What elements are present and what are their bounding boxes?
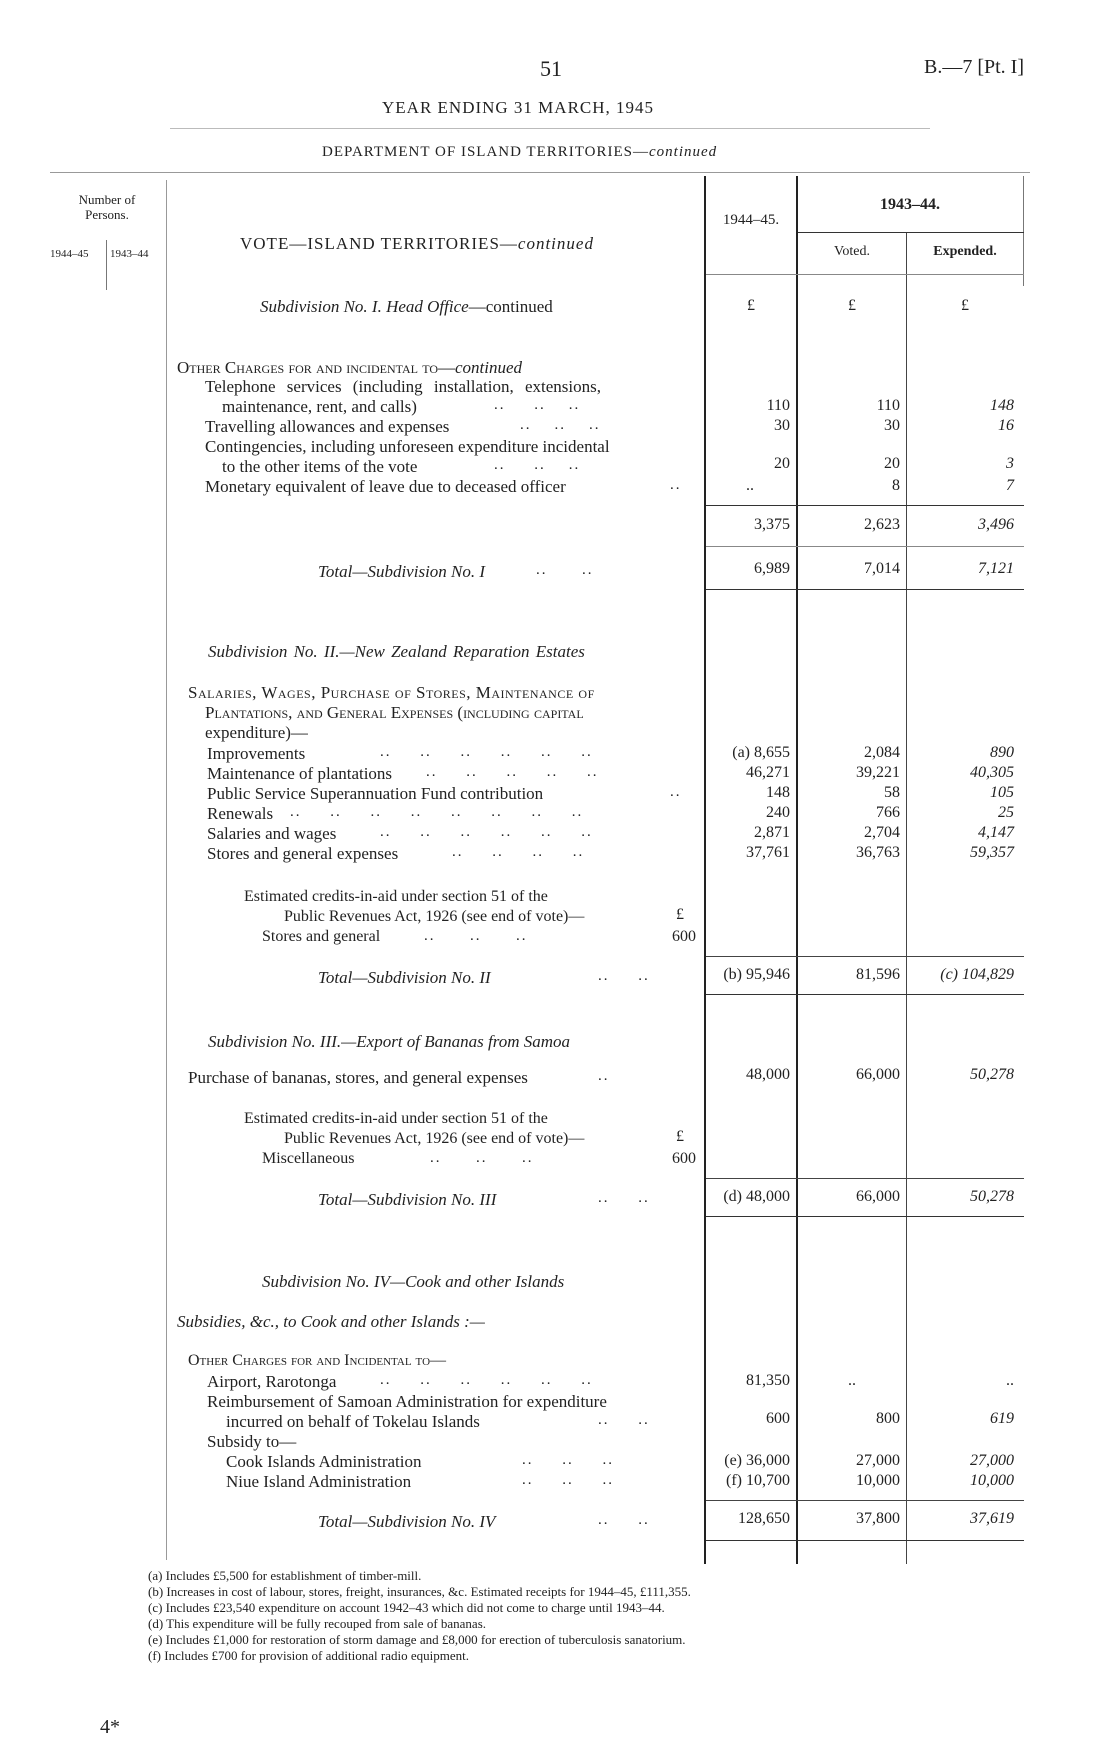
sub2-row-superannuation-expended: 105 [990, 784, 1014, 801]
sub2-intro-line3: expenditure)— [205, 723, 308, 742]
sub2-row-salaries-label: Salaries and wages [207, 824, 337, 843]
sub4-row-niue-expended: 10,000 [970, 1472, 1014, 1489]
sub1-row-contingencies-voted: 20 [884, 455, 900, 472]
sub4-total-voted: 37,800 [856, 1510, 900, 1527]
sub2-credits-pound: £ [676, 906, 684, 923]
other-charges-heading: Other Charges for and incidental to—continued [177, 358, 523, 377]
number-of-persons-header: Number of Persons. [78, 192, 136, 222]
persons-1944-45-header: 1944–45 [50, 248, 89, 260]
column-voted: Voted. [834, 244, 870, 259]
sub3-total-expended: 50,278 [970, 1188, 1014, 1205]
sub1-row-travelling-label: Travelling allowances and expenses [205, 417, 450, 436]
sub1-row-travelling-1944: 30 [774, 417, 790, 434]
sub1-total-1944: 6,989 [754, 560, 790, 577]
sub2-row-stores-voted: 36,763 [856, 844, 900, 861]
subdivision-4-heading: Subdivision No. IV—Cook and other Islands [262, 1272, 565, 1291]
sub3-row-bananas-1944: 48,000 [746, 1066, 790, 1083]
sub2-credits-value: 600 [672, 928, 696, 945]
sub1-subtotal-expended: 3,496 [978, 516, 1014, 533]
sub2-row-improvements-1944: (a) 8,655 [732, 744, 790, 761]
sub2-row-stores-expended: 59,357 [970, 844, 1014, 861]
sub2-row-renewals-voted: 766 [876, 804, 900, 821]
sub2-total-expended: (c) 104,829 [940, 966, 1014, 983]
sub1-row-travelling-expended: 16 [998, 417, 1014, 434]
sub2-intro-line1: Salaries, Wages, Purchase of Stores, Maintenance of [188, 683, 595, 702]
sub1-row-contingencies-label2: to the other items of the vote [222, 457, 418, 476]
sub1-total-voted: 7,014 [864, 560, 900, 577]
sub1-row-contingencies-label: Contingencies, including unforeseen expenditure incidental [205, 437, 610, 456]
column-1943-44: 1943–44. [880, 196, 940, 213]
sub4-row-cook-voted: 27,000 [856, 1452, 900, 1469]
document-reference: B.—7 [Pt. I] [924, 56, 1024, 78]
footnote-f: (f) Includes £700 for provision of additional radio equipment. [148, 1648, 469, 1663]
sub4-row-cook-1944: (e) 36,000 [724, 1452, 790, 1469]
sub2-row-renewals-label: Renewals [207, 804, 274, 823]
sub1-row-telephone-label2: maintenance, rent, and calls) [222, 397, 417, 416]
column-1944-45: 1944–45. [722, 212, 780, 228]
sub1-row-contingencies-expended: 3 [1006, 455, 1014, 472]
sub2-intro-line2: Plantations, and General Expenses (including capital [205, 703, 584, 722]
vote-title: VOTE—ISLAND TERRITORIES—continued [240, 234, 594, 253]
sub2-row-improvements-label: Improvements [207, 744, 306, 763]
sub2-row-salaries-expended: 4,147 [978, 824, 1014, 841]
sub2-row-superannuation-1944: 148 [766, 784, 790, 801]
pound-voted: £ [848, 297, 856, 314]
sub1-row-telephone-voted: 110 [876, 397, 900, 414]
sub4-row-reimbursement-voted: 800 [876, 1410, 900, 1427]
sub2-row-salaries-voted: 2,704 [864, 824, 900, 841]
sub1-total-expended: 7,121 [978, 560, 1014, 577]
sub2-row-salaries-1944: 2,871 [754, 824, 790, 841]
sub1-row-leave-voted: 8 [892, 477, 900, 494]
sub3-total-voted: 66,000 [856, 1188, 900, 1205]
sub4-row-reimbursement-1944: 600 [766, 1410, 790, 1427]
sub4-row-reimbursement-label: Reimbursement of Samoan Administration for expenditure [207, 1392, 607, 1411]
footnote-d: (d) This expenditure will be fully recouped from sale of bananas. [148, 1616, 487, 1631]
sub3-row-bananas-voted: 66,000 [856, 1066, 900, 1083]
signature-mark: 4* [100, 1716, 120, 1738]
sub4-row-niue-label: Niue Island Administration [226, 1472, 412, 1491]
sub4-subheading: Subsidies, &c., to Cook and other Islands :— [177, 1312, 485, 1331]
persons-1943-44-header: 1943–44 [110, 248, 149, 260]
year-title: YEAR ENDING 31 MARCH, 1945 [382, 98, 655, 117]
sub1-row-telephone-expended: 148 [990, 397, 1014, 414]
sub1-row-leave-expended: 7 [1006, 477, 1014, 494]
sub4-row-cook-label: Cook Islands Administration [226, 1452, 422, 1471]
department-title: DEPARTMENT OF ISLAND TERRITORIES—continued [322, 144, 718, 160]
sub2-row-improvements-voted: 2,084 [864, 744, 900, 761]
sub1-row-telephone-1944: 110 [766, 397, 790, 414]
sub2-row-superannuation-voted: 58 [884, 784, 900, 801]
sub3-credits-line2: Public Revenues Act, 1926 (see end of vote)— [284, 1130, 585, 1147]
sub3-row-bananas-label: Purchase of bananas, stores, and general expenses [188, 1068, 528, 1087]
sub2-row-maintenance-label: Maintenance of plantations [207, 764, 393, 783]
pound-expended: £ [961, 297, 969, 314]
sub2-row-maintenance-expended: 40,305 [970, 764, 1014, 781]
sub4-row-reimbursement-label2: incurred on behalf of Tokelau Islands [226, 1412, 480, 1431]
subdivision-2-heading: Subdivision No. II.—New Zealand Reparation Estates [208, 642, 585, 661]
column-expended: Expended. [933, 244, 997, 259]
sub4-total-expended: 37,619 [970, 1510, 1014, 1527]
sub2-row-maintenance-voted: 39,221 [856, 764, 900, 781]
sub1-total-label: Total—Subdivision No. I [318, 562, 486, 581]
sub3-total-label: Total—Subdivision No. III [318, 1190, 497, 1209]
sub2-row-renewals-expended: 25 [998, 804, 1014, 821]
sub1-row-leave-1944: .. [746, 477, 754, 494]
sub3-total-1944: (d) 48,000 [723, 1188, 790, 1205]
sub1-subtotal-1944: 3,375 [754, 516, 790, 533]
sub3-credits-line1: Estimated credits-in-aid under section 51 of the [244, 1110, 548, 1127]
sub2-row-stores-label: Stores and general expenses [207, 844, 399, 863]
sub1-row-contingencies-1944: 20 [774, 455, 790, 472]
sub3-credits-value: 600 [672, 1150, 696, 1167]
sub2-credits-line2: Public Revenues Act, 1926 (see end of vote)— [284, 908, 585, 925]
sub2-row-stores-1944: 37,761 [746, 844, 790, 861]
sub1-row-leave-label: Monetary equivalent of leave due to deceased officer [205, 477, 566, 496]
footnote-a: (a) Includes £5,500 for establishment of timber-mill. [148, 1568, 422, 1583]
sub4-total-1944: 128,650 [738, 1510, 790, 1527]
sub2-credits-line3: Stores and general [262, 928, 381, 945]
sub3-credits-pound: £ [676, 1128, 684, 1145]
sub2-row-renewals-1944: 240 [766, 804, 790, 821]
sub4-subsidy-to: Subsidy to— [207, 1432, 297, 1451]
sub2-total-voted: 81,596 [856, 966, 900, 983]
sub4-row-airport-voted: .. [848, 1372, 856, 1389]
sub4-row-cook-expended: 27,000 [970, 1452, 1014, 1469]
sub1-row-travelling-voted: 30 [884, 417, 900, 434]
footnote-b: (b) Increases in cost of labour, stores, freight, insurances, &c. Estimated receipts for 1944–45, £111,355. [148, 1584, 691, 1599]
sub4-row-reimbursement-expended: 619 [990, 1410, 1014, 1427]
sub3-credits-line3: Miscellaneous [262, 1150, 355, 1167]
sub4-row-airport-expended: .. [1006, 1372, 1014, 1389]
sub2-row-superannuation-label: Public Service Superannuation Fund contribution [207, 784, 544, 803]
footnote-c: (c) Includes £23,540 expenditure on account 1942–43 which did not come to charge until 1943–44. [148, 1600, 665, 1615]
sub4-other-charges-heading: Other Charges for and Incidental to— [188, 1352, 447, 1369]
sub4-row-airport-1944: 81,350 [746, 1372, 790, 1389]
pound-1944: £ [747, 297, 755, 314]
footnote-e: (e) Includes £1,000 for restoration of storm damage and £8,000 for erection of tuberculosis sanatorium. [148, 1632, 686, 1647]
sub2-total-1944: (b) 95,946 [723, 966, 790, 983]
subdivision-3-heading: Subdivision No. III.—Export of Bananas from Samoa [208, 1032, 571, 1051]
sub1-subtotal-voted: 2,623 [864, 516, 900, 533]
sub4-row-niue-voted: 10,000 [856, 1472, 900, 1489]
sub2-row-maintenance-1944: 46,271 [746, 764, 790, 781]
sub3-row-bananas-expended: 50,278 [970, 1066, 1014, 1083]
sub4-total-label: Total—Subdivision No. IV [318, 1512, 496, 1531]
sub4-row-niue-1944: (f) 10,700 [726, 1472, 790, 1489]
subdivision-1-heading: Subdivision No. I. Head Office—continued [260, 297, 553, 316]
sub2-row-improvements-expended: 890 [990, 744, 1014, 761]
sub2-total-label: Total—Subdivision No. II [318, 968, 491, 987]
sub2-credits-line1: Estimated credits-in-aid under section 51 of the [244, 888, 548, 905]
sub4-row-airport-label: Airport, Rarotonga [207, 1372, 337, 1391]
sub1-row-telephone-label: Telephone services (including installation, extensions, [205, 377, 601, 396]
page-number: 51 [540, 56, 562, 81]
